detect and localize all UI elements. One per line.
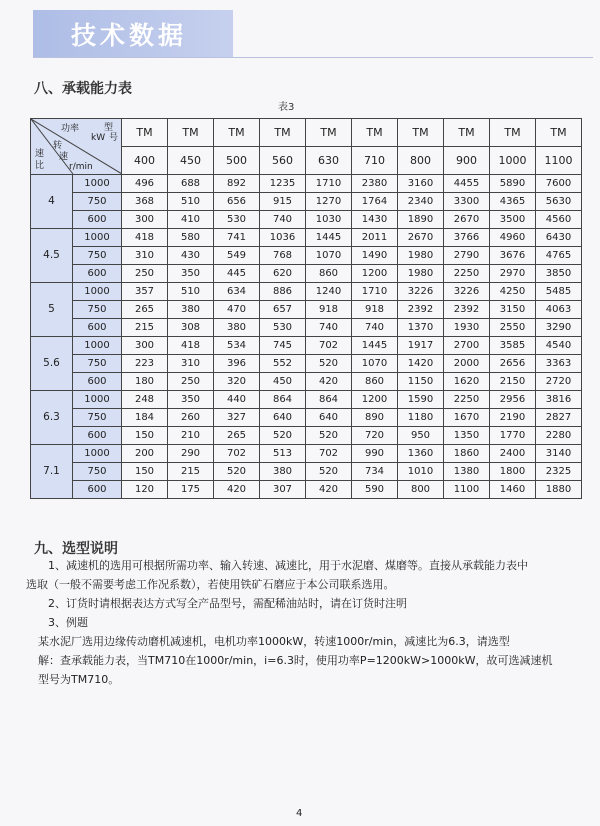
capacity-cell: 418 (122, 229, 168, 247)
table-row (31, 211, 582, 229)
ratio-cell: 7.1 (31, 445, 73, 499)
capacity-cell: 702 (306, 337, 352, 355)
capacity-cell: 4560 (536, 211, 582, 229)
header-divider (33, 57, 593, 58)
table-caption: 表3 (278, 102, 295, 113)
speed-cell: 600 (73, 373, 122, 391)
capacity-cell: 1764 (352, 193, 398, 211)
capacity-cell: 741 (214, 229, 260, 247)
ratio-cell: 5.6 (31, 337, 73, 391)
model-size-6: 800 (398, 147, 444, 175)
capacity-cell: 2656 (490, 355, 536, 373)
table-row (31, 481, 582, 499)
model-prefix-5: TM (352, 119, 398, 147)
capacity-cell: 368 (122, 193, 168, 211)
capacity-cell: 4960 (490, 229, 536, 247)
capacity-cell: 1890 (398, 211, 444, 229)
corner-model-2: 号 (109, 133, 119, 143)
capacity-cell: 745 (260, 337, 306, 355)
capacity-cell: 396 (214, 355, 260, 373)
capacity-cell: 864 (260, 391, 306, 409)
capacity-cell: 860 (306, 265, 352, 283)
capacity-cell: 350 (168, 391, 214, 409)
capacity-cell: 1200 (352, 391, 398, 409)
capacity-cell: 150 (122, 427, 168, 445)
capacity-cell: 2400 (490, 445, 536, 463)
capacity-cell: 1150 (398, 373, 444, 391)
capacity-cell: 175 (168, 481, 214, 499)
capacity-cell: 357 (122, 283, 168, 301)
capacity-cell: 740 (260, 211, 306, 229)
capacity-cell: 1370 (398, 319, 444, 337)
capacity-cell: 3766 (444, 229, 490, 247)
speed-cell: 1000 (73, 391, 122, 409)
capacity-cell: 534 (214, 337, 260, 355)
capacity-table (30, 118, 582, 499)
capacity-cell: 513 (260, 445, 306, 463)
capacity-cell: 1445 (352, 337, 398, 355)
capacity-cell: 250 (122, 265, 168, 283)
capacity-cell: 1710 (352, 283, 398, 301)
capacity-cell: 310 (168, 355, 214, 373)
capacity-cell: 892 (214, 175, 260, 193)
header-title: 技术数据 (71, 20, 188, 50)
corner-power: 功率 (61, 124, 80, 134)
corner-model-1: 型 (104, 123, 114, 133)
capacity-cell: 530 (214, 211, 260, 229)
capacity-cell: 740 (352, 319, 398, 337)
capacity-cell: 200 (122, 445, 168, 463)
capacity-cell: 1360 (398, 445, 444, 463)
corner-ratio-1: 速 (35, 149, 45, 159)
model-size-4: 630 (306, 147, 352, 175)
model-prefix-6: TM (398, 119, 444, 147)
example-question: 某水泥厂选用边缘传动磨机减速机，电机功率1000kW，转速1000r/min，减速比为6.3，请选型 (38, 635, 510, 648)
capacity-cell: 3226 (398, 283, 444, 301)
ratio-cell: 4 (31, 175, 73, 229)
capacity-cell: 380 (214, 319, 260, 337)
capacity-cell: 530 (260, 319, 306, 337)
capacity-cell: 1240 (306, 283, 352, 301)
model-size-1: 450 (168, 147, 214, 175)
capacity-cell: 549 (214, 247, 260, 265)
speed-cell: 600 (73, 319, 122, 337)
table-row (31, 283, 582, 301)
capacity-cell: 1980 (398, 247, 444, 265)
capacity-cell: 3585 (490, 337, 536, 355)
speed-cell: 1000 (73, 445, 122, 463)
speed-cell: 750 (73, 247, 122, 265)
model-prefix-8: TM (490, 119, 536, 147)
capacity-cell: 1460 (490, 481, 536, 499)
capacity-cell: 634 (214, 283, 260, 301)
capacity-cell: 734 (352, 463, 398, 481)
selection-notes (26, 556, 583, 689)
capacity-cell: 350 (168, 265, 214, 283)
capacity-cell: 120 (122, 481, 168, 499)
note-line-1: 1、减速机的选用可根据所需功率、输入转速、减速比，用于水泥磨、煤磨等。直接从承载能力表中 (48, 559, 528, 572)
capacity-cell: 440 (214, 391, 260, 409)
capacity-cell: 1070 (306, 247, 352, 265)
capacity-cell: 580 (168, 229, 214, 247)
capacity-cell: 215 (122, 319, 168, 337)
speed-cell: 750 (73, 355, 122, 373)
capacity-cell: 620 (260, 265, 306, 283)
capacity-cell: 3363 (536, 355, 582, 373)
capacity-cell: 2670 (444, 211, 490, 229)
capacity-cell: 7600 (536, 175, 582, 193)
capacity-cell: 1270 (306, 193, 352, 211)
capacity-cell: 864 (306, 391, 352, 409)
capacity-cell: 418 (168, 337, 214, 355)
capacity-cell: 2340 (398, 193, 444, 211)
capacity-cell: 918 (306, 301, 352, 319)
capacity-cell: 3500 (490, 211, 536, 229)
capacity-cell: 2392 (398, 301, 444, 319)
table-header-row-1 (31, 119, 582, 147)
capacity-cell: 1235 (260, 175, 306, 193)
capacity-cell: 886 (260, 283, 306, 301)
capacity-cell: 1010 (398, 463, 444, 481)
capacity-cell: 420 (214, 481, 260, 499)
capacity-cell: 3160 (398, 175, 444, 193)
capacity-cell: 430 (168, 247, 214, 265)
capacity-cell: 380 (168, 301, 214, 319)
capacity-cell: 470 (214, 301, 260, 319)
capacity-cell: 2700 (444, 337, 490, 355)
speed-cell: 750 (73, 463, 122, 481)
capacity-cell: 4250 (490, 283, 536, 301)
capacity-cell: 3226 (444, 283, 490, 301)
capacity-cell: 210 (168, 427, 214, 445)
model-prefix-1: TM (168, 119, 214, 147)
capacity-cell: 800 (398, 481, 444, 499)
capacity-cell: 3850 (536, 265, 582, 283)
capacity-cell: 410 (168, 211, 214, 229)
capacity-cell: 3816 (536, 391, 582, 409)
table-corner-cell (31, 119, 122, 175)
corner-ratio-2: 比 (35, 161, 45, 171)
capacity-cell: 918 (352, 301, 398, 319)
page-number: 4 (296, 808, 303, 819)
capacity-cell: 768 (260, 247, 306, 265)
speed-cell: 750 (73, 301, 122, 319)
capacity-cell: 1350 (444, 427, 490, 445)
model-prefix-0: TM (122, 119, 168, 147)
capacity-cell: 250 (168, 373, 214, 391)
capacity-cell: 1445 (306, 229, 352, 247)
model-prefix-9: TM (536, 119, 582, 147)
capacity-cell: 5890 (490, 175, 536, 193)
capacity-cell: 2190 (490, 409, 536, 427)
capacity-cell: 327 (214, 409, 260, 427)
capacity-cell: 1620 (444, 373, 490, 391)
capacity-cell: 2280 (536, 427, 582, 445)
model-size-0: 400 (122, 147, 168, 175)
capacity-cell: 180 (122, 373, 168, 391)
capacity-cell: 3150 (490, 301, 536, 319)
capacity-cell: 310 (122, 247, 168, 265)
capacity-cell: 890 (352, 409, 398, 427)
capacity-cell: 4765 (536, 247, 582, 265)
capacity-cell: 320 (214, 373, 260, 391)
capacity-cell: 1710 (306, 175, 352, 193)
capacity-cell: 2325 (536, 463, 582, 481)
speed-cell: 750 (73, 409, 122, 427)
capacity-cell: 702 (306, 445, 352, 463)
capacity-cell: 590 (352, 481, 398, 499)
capacity-cell: 3300 (444, 193, 490, 211)
capacity-cell: 5485 (536, 283, 582, 301)
capacity-cell: 215 (168, 463, 214, 481)
capacity-cell: 420 (306, 481, 352, 499)
capacity-cell: 2670 (398, 229, 444, 247)
capacity-cell: 3290 (536, 319, 582, 337)
capacity-cell: 510 (168, 283, 214, 301)
capacity-cell: 1030 (306, 211, 352, 229)
table-row (31, 445, 582, 463)
corner-rpm: r/min (69, 162, 93, 172)
ratio-cell: 5 (31, 283, 73, 337)
model-size-3: 560 (260, 147, 306, 175)
section-9-title: 九、选型说明 (34, 541, 118, 557)
capacity-cell: 6430 (536, 229, 582, 247)
capacity-cell: 520 (306, 427, 352, 445)
capacity-cell: 265 (122, 301, 168, 319)
table-row (31, 247, 582, 265)
capacity-cell: 1800 (490, 463, 536, 481)
table-row (31, 301, 582, 319)
note-line-4: 3、例题 (48, 616, 88, 629)
capacity-cell: 1670 (444, 409, 490, 427)
capacity-cell: 2000 (444, 355, 490, 373)
capacity-cell: 420 (306, 373, 352, 391)
capacity-cell: 260 (168, 409, 214, 427)
table-row (31, 373, 582, 391)
capacity-cell: 450 (260, 373, 306, 391)
corner-speed-1: 转 (53, 141, 63, 151)
capacity-cell: 1860 (444, 445, 490, 463)
capacity-cell: 915 (260, 193, 306, 211)
capacity-cell: 307 (260, 481, 306, 499)
speed-cell: 750 (73, 193, 122, 211)
capacity-cell: 1036 (260, 229, 306, 247)
table-row (31, 391, 582, 409)
capacity-cell: 688 (168, 175, 214, 193)
table-row (31, 265, 582, 283)
table-row (31, 409, 582, 427)
capacity-cell: 1420 (398, 355, 444, 373)
capacity-cell: 950 (398, 427, 444, 445)
capacity-cell: 4540 (536, 337, 582, 355)
capacity-cell: 702 (214, 445, 260, 463)
capacity-cell: 5630 (536, 193, 582, 211)
capacity-cell: 1930 (444, 319, 490, 337)
speed-cell: 600 (73, 265, 122, 283)
capacity-cell: 223 (122, 355, 168, 373)
capacity-cell: 520 (214, 463, 260, 481)
capacity-cell: 2250 (444, 265, 490, 283)
capacity-cell: 290 (168, 445, 214, 463)
section-8-title: 八、承载能力表 (34, 81, 132, 97)
corner-kw: kW (91, 133, 106, 143)
model-prefix-2: TM (214, 119, 260, 147)
capacity-cell: 1490 (352, 247, 398, 265)
model-prefix-4: TM (306, 119, 352, 147)
capacity-cell: 496 (122, 175, 168, 193)
capacity-cell: 640 (306, 409, 352, 427)
speed-cell: 1000 (73, 175, 122, 193)
table-row (31, 337, 582, 355)
capacity-cell: 1590 (398, 391, 444, 409)
capacity-cell: 740 (306, 319, 352, 337)
speed-cell: 1000 (73, 229, 122, 247)
capacity-cell: 657 (260, 301, 306, 319)
capacity-cell: 990 (352, 445, 398, 463)
capacity-cell: 1180 (398, 409, 444, 427)
header-banner (33, 10, 233, 57)
capacity-cell: 640 (260, 409, 306, 427)
capacity-cell: 520 (306, 355, 352, 373)
capacity-cell: 656 (214, 193, 260, 211)
capacity-cell: 1917 (398, 337, 444, 355)
capacity-cell: 552 (260, 355, 306, 373)
table-row (31, 355, 582, 373)
capacity-cell: 2956 (490, 391, 536, 409)
capacity-cell: 265 (214, 427, 260, 445)
capacity-cell: 380 (260, 463, 306, 481)
corner-speed-2: 速 (59, 152, 69, 162)
capacity-cell: 3676 (490, 247, 536, 265)
ratio-cell: 6.3 (31, 391, 73, 445)
note-line-3: 2、订货时请根据表达方式写全产品型号，需配稀油站时，请在订货时注明 (48, 597, 407, 610)
table-row (31, 229, 582, 247)
example-solution-2: 型号为TM710。 (38, 673, 120, 686)
model-size-7: 900 (444, 147, 490, 175)
capacity-cell: 1880 (536, 481, 582, 499)
speed-cell: 1000 (73, 337, 122, 355)
model-size-2: 500 (214, 147, 260, 175)
capacity-cell: 2790 (444, 247, 490, 265)
capacity-cell: 2150 (490, 373, 536, 391)
capacity-cell: 2392 (444, 301, 490, 319)
capacity-cell: 2380 (352, 175, 398, 193)
table-row (31, 175, 582, 193)
capacity-cell: 1200 (352, 265, 398, 283)
model-size-9: 1100 (536, 147, 582, 175)
capacity-cell: 1100 (444, 481, 490, 499)
example-solution-1: 解：查承载能力表，当TM710在1000r/min，i=6.3时，使用功率P=1200kW>1000kW，故可选减速机 (38, 654, 553, 667)
capacity-cell: 2970 (490, 265, 536, 283)
capacity-cell: 520 (260, 427, 306, 445)
model-prefix-7: TM (444, 119, 490, 147)
model-prefix-3: TM (260, 119, 306, 147)
capacity-cell: 2250 (444, 391, 490, 409)
capacity-cell: 2720 (536, 373, 582, 391)
model-size-8: 1000 (490, 147, 536, 175)
capacity-cell: 1770 (490, 427, 536, 445)
ratio-cell: 4.5 (31, 229, 73, 283)
speed-cell: 1000 (73, 283, 122, 301)
table-row (31, 319, 582, 337)
capacity-cell: 3140 (536, 445, 582, 463)
table-row (31, 463, 582, 481)
capacity-cell: 184 (122, 409, 168, 427)
table-row (31, 193, 582, 211)
speed-cell: 600 (73, 481, 122, 499)
capacity-cell: 4455 (444, 175, 490, 193)
capacity-cell: 4365 (490, 193, 536, 211)
capacity-cell: 308 (168, 319, 214, 337)
capacity-cell: 300 (122, 337, 168, 355)
speed-cell: 600 (73, 427, 122, 445)
capacity-cell: 248 (122, 391, 168, 409)
speed-cell: 600 (73, 211, 122, 229)
capacity-cell: 1380 (444, 463, 490, 481)
capacity-cell: 1980 (398, 265, 444, 283)
note-line-2: 选取（一般不需要考虑工作况系数），若使用铁矿石磨应于本公司联系选用。 (26, 578, 395, 591)
capacity-cell: 2550 (490, 319, 536, 337)
table-row (31, 427, 582, 445)
capacity-cell: 1430 (352, 211, 398, 229)
capacity-cell: 1070 (352, 355, 398, 373)
capacity-cell: 150 (122, 463, 168, 481)
capacity-cell: 300 (122, 211, 168, 229)
capacity-cell: 510 (168, 193, 214, 211)
capacity-cell: 4063 (536, 301, 582, 319)
capacity-cell: 860 (352, 373, 398, 391)
capacity-cell: 2011 (352, 229, 398, 247)
model-size-5: 710 (352, 147, 398, 175)
capacity-cell: 520 (306, 463, 352, 481)
capacity-cell: 720 (352, 427, 398, 445)
capacity-cell: 2827 (536, 409, 582, 427)
capacity-cell: 445 (214, 265, 260, 283)
